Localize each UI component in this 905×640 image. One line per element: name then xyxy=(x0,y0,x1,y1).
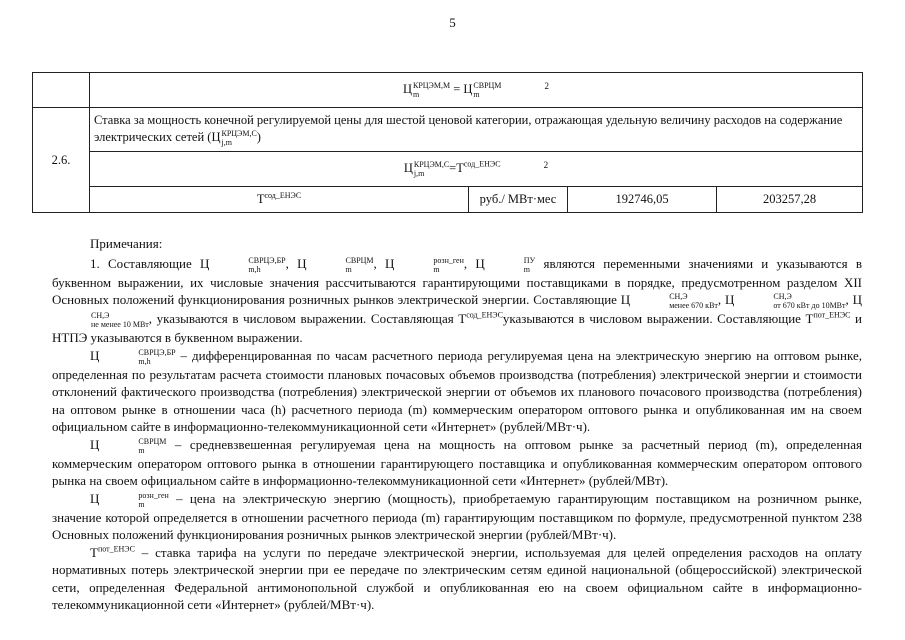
row-description: Ставка за мощность конечной регулируемой цены для шестой ценовой категории, отражающая удельную величину расходов на содержание электрических сетей (Ц КРЦЭМ,С j,m ) xyxy=(90,108,863,152)
row-number: 2.6. xyxy=(33,108,90,213)
data-label: $Т^{сод\_ЕНЭС}$ xyxy=(90,187,469,213)
note-paragraph-1: 1. Составляющие Ц СВРЦЭ,БР m,h , Ц СВРЦМ m , Ц розн_ген m , Ц ПУ m являются переменными значениями и указываются в буквенном выражении, их числовые значения рассчитываются гарантирующими поставщиками в порядке, предусмотренном разделом XII Основных положений функционирования розничных рынков электрической энергии. Составляющие Ц СН,Э менее 670 кВт , Ц СН,Э от 670 кВт до 10МВт , Ц СН,Э не менее 10 МВт , указываются в числовом выражении. Составляющая $Т^{сод\_ЕНЭС}указываются$ в числовом выражении. Составляющие $Т^{пот\_ЕНЭС}$ и НТПЭ указываются в буквенном выражении. xyxy=(52,255,863,346)
data-value-2: 203257,28 xyxy=(717,187,863,213)
empty-cell xyxy=(33,73,90,108)
page-number: 5 xyxy=(449,15,456,30)
formula-mid: Ц КРЦЭМ,С j,m $=Т^{сод\_ЕНЭС}$ 2 xyxy=(90,152,863,187)
note-paragraph-4: Ц розн_ген m – цена на электрическую энергию (мощность), приобретаемую гарантирующим поставщиком на розничном рынке, значение которой определяется в отношении расчетного периода (m) гарантирующим поставщиком по формуле, предусмотренной пунктом 238 Основных положений функционирования розничных рынков электрической энергии (рублей/МВт·ч). xyxy=(52,490,862,543)
note-paragraph-2: Ц СВРЦЭ,БР m,h – дифференцированная по часам расчетного периода регулируемая цена на электрическую энергию на оптовом рынке, определенная по результатам расчета стоимости плановых почасовых объемов производства (потребления) электрической энергии и стоимости отклонений фактического производства (потребления) электрической энергии от объемов их планового почасового производства (потребления) на оптовом рынке в отношении часа (h) расчетного периода (m) коммерческим оператором оптового рынка и опубликованная им на своем официальном сайте в информационно-телекоммуникационной сети «Интернет» (рублей/МВт·ч). xyxy=(52,347,862,435)
notes-section xyxy=(52,235,862,614)
tariff-table xyxy=(32,72,863,213)
note-paragraph-5: $Т^{пот\_ЕНЭС}$ – ставка тарифа на услуги по передаче электрической энергии, используемая для целей определения расходов на оплату нормативных потерь электрической энергии при ее передаче по электрическим сетям единой национальной (общероссийской) электрической сети, определенная Федеральной антимонопольной службой и опубликованная ею на своем официальном сайте в информационно-телекоммуникационной сети «Интернет» (рублей/МВт·ч). xyxy=(52,544,862,613)
note-paragraph-3: Ц СВРЦМ m – средневзвешенная регулируемая цена на мощность на оптовом рынке за расчетный период (m), определенная коммерческим оператором оптового рынка в отношении гарантирующего поставщика и опубликованная коммерческим оператором оптового рынка на своем официальном сайте в информационно-телекоммуникационной сети «Интернет» (рублей/МВт). xyxy=(52,436,862,489)
formula-top: Ц КРЦЭМ,М m = Ц СВРЦМ m 2 xyxy=(90,73,863,108)
data-value-1: 192746,05 xyxy=(568,187,717,213)
notes-heading: Примечания: xyxy=(90,236,163,251)
data-unit: руб./ МВт·мес xyxy=(469,187,568,213)
